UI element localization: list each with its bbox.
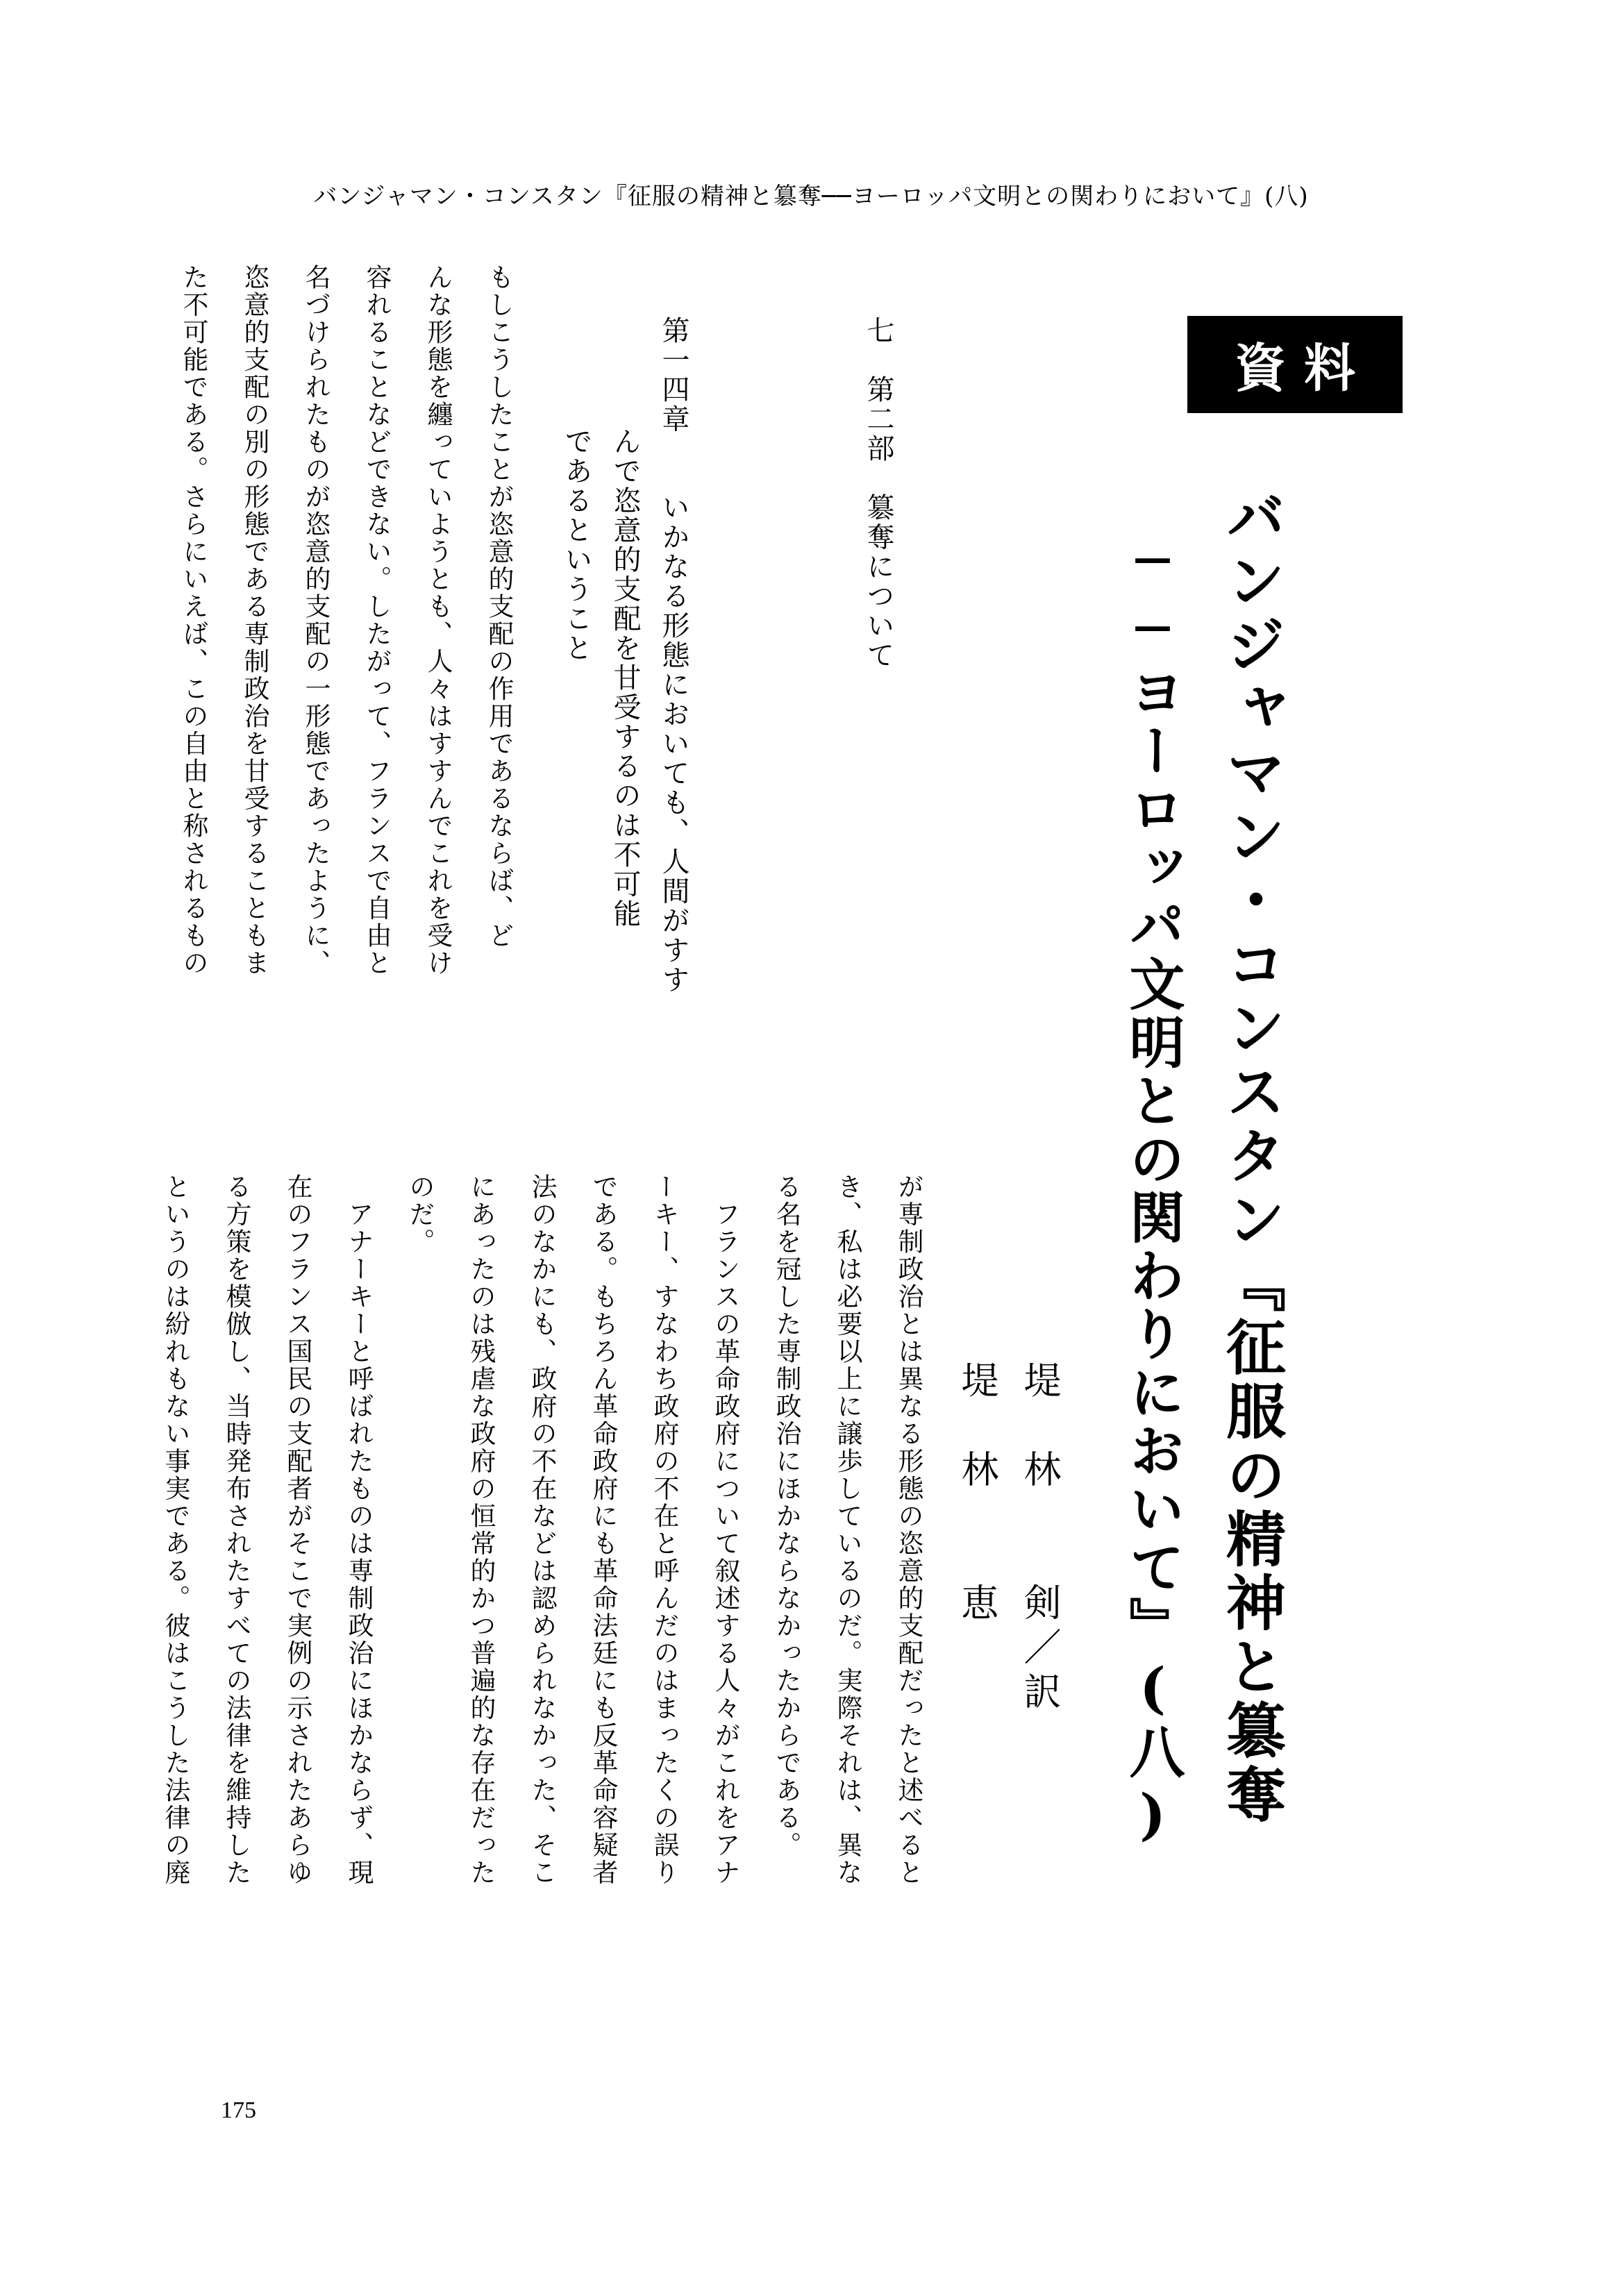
body-line: る方策を模倣し、当時発布されたすべての法律を維持した [221,1173,251,1886]
body-line: 容れることなどできない。したがって、フランスで自由と [362,264,392,977]
section-badge [1187,316,1403,413]
body-line: んな形態を纏っていようとも、人々はすすんでこれを受け [423,264,453,977]
chapter-heading-line-1: 第一四章 いかなる形態においても、人間がすす [658,316,689,995]
page-number: 175 [221,2097,256,2123]
body-line: フランスの革命政府について叙述する人々がこれをアナ [710,1173,740,1886]
body-line: ーキー、すなわち政府の不在と呼んだのはまったくの誤り [649,1173,679,1886]
translator-line-1: 堤 林 剣／訳 [1018,1361,1062,1716]
body-line: にあったのは残虐な政府の恒常的かつ普遍的な存在だった [466,1173,496,1886]
body-line: アナーキーと呼ばれたものは専制政治にほかならず、現 [344,1173,374,1886]
chapter-heading-line-2: んで恣意的支配を甘受するのは不可能 [609,427,641,929]
article-title-sub: ──ヨーロッパ文明との関わりにおいて』(八) [1120,528,1185,1850]
article-title-main: バンジャマン・コンスタン『征服の精神と簒奪 [1216,486,1286,1827]
body-line: 恣意的支配の別の形態である専制政治を甘受することもま [240,264,269,977]
body-line: 名づけられたものが恣意的支配の一形態であったように、 [301,264,331,977]
body-line: る名を冠した専制政治にほかならなかったからである。 [771,1173,801,1859]
body-line: き、私は必要以上に譲歩しているのだ。実際それは、異な [833,1173,862,1886]
section-number-heading: 七 第二部 簒奪について [862,316,894,670]
body-line: 在のフランス国民の支配者がそこで実例の示されたあらゆ [283,1173,312,1886]
body-line: た不可能である。さらにいえば、この自由と称されるもの [178,264,208,977]
running-head: バンジャマン・コンスタン『征服の精神と簒奪──ヨーロッパ文明との関わりにおいて』(八) [313,183,1309,210]
body-line: というのは紛れもない事実である。彼はこうした法律の廃 [160,1173,190,1886]
chapter-heading-line-3: であるということ [560,427,592,663]
body-line: もしこうしたことが恣意的支配の作用であるならば、ど [484,264,514,950]
section-badge-label: 資料 [1235,339,1373,399]
body-line: 法のなかにも、政府の不在などは認められなかった、そこ [527,1173,557,1886]
body-line: が専制政治とは異なる形態の恣意的支配だったと述べると [894,1173,923,1886]
body-line: である。もちろん革命政府にも革命法廷にも反革命容疑者 [588,1173,618,1886]
body-line: のだ。 [405,1173,435,1256]
translator-line-2: 堤 林 恵 [955,1361,999,1627]
